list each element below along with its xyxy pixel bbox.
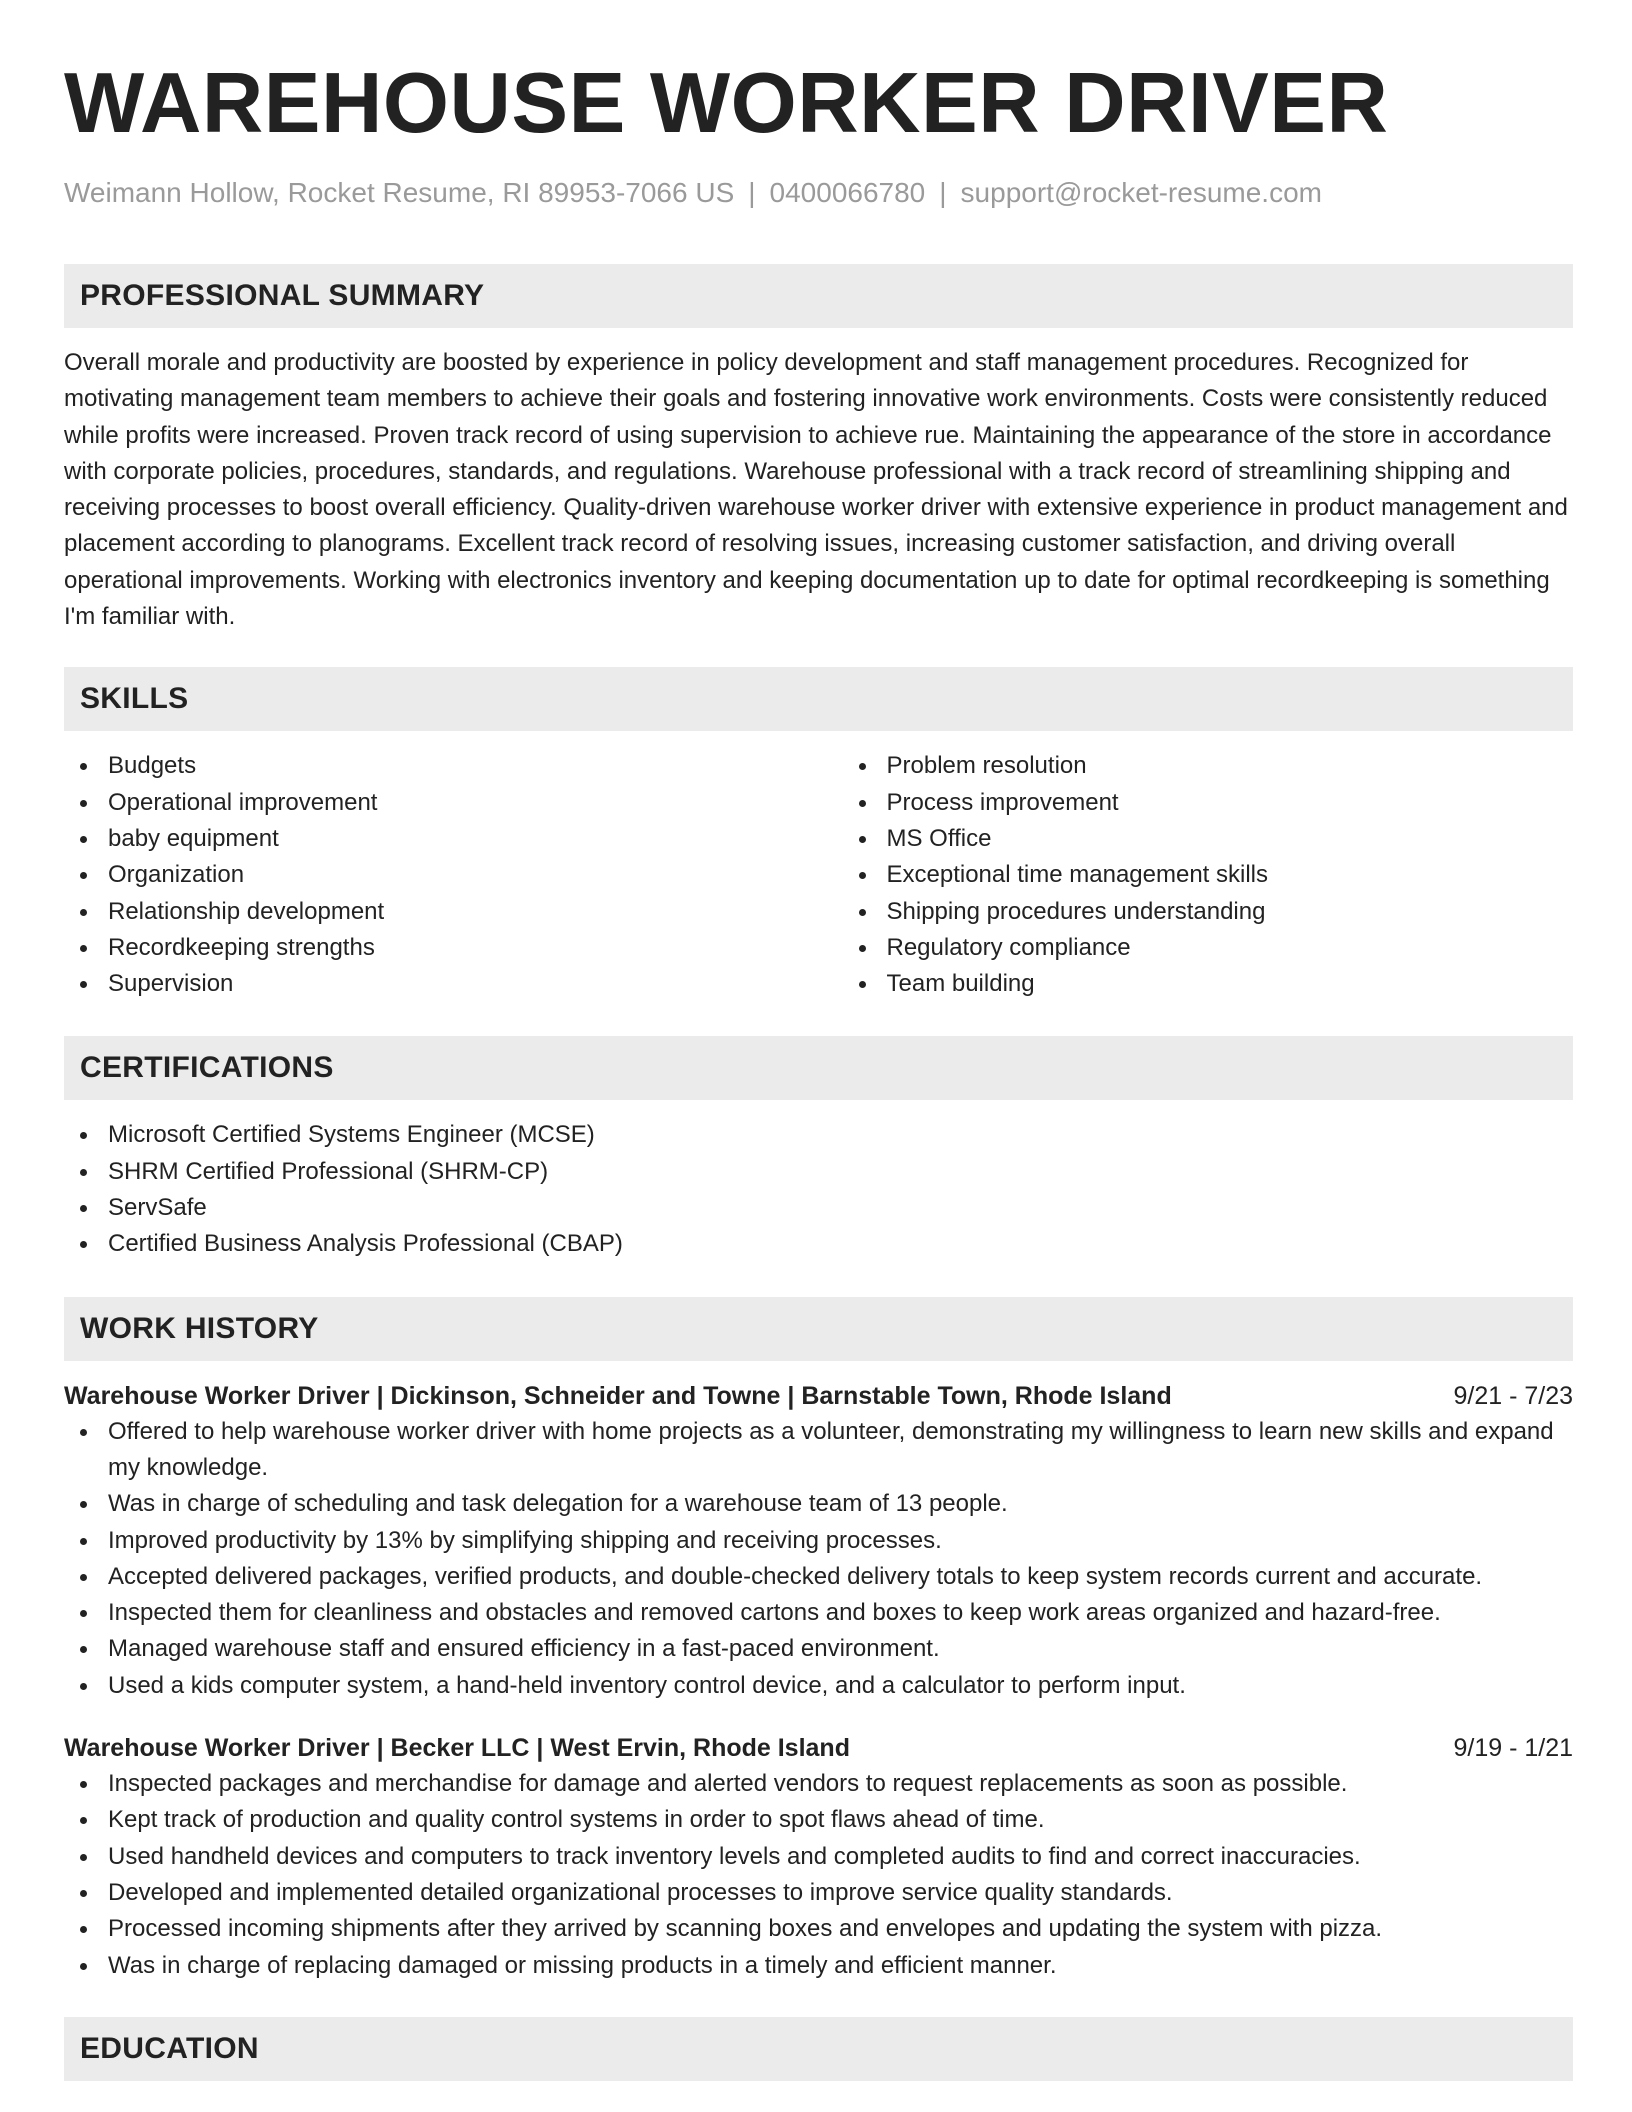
- job-bullets: [64, 1414, 1573, 1704]
- job-entry: [64, 1378, 1573, 1704]
- section-header-skills: SKILLS: [64, 667, 1573, 731]
- job-bullet: Accepted delivered packages, verified products, and double-checked delivery totals to keep system records current and accurate.: [64, 1559, 1573, 1595]
- skill-item: Shipping procedures understanding: [843, 894, 1574, 930]
- skill-item: Relationship development: [64, 894, 819, 930]
- job-bullet: Managed warehouse staff and ensured efficiency in a fast-paced environment.: [64, 1631, 1573, 1667]
- candidate-name: WAREHOUSE WORKER DRIVER: [64, 56, 1389, 151]
- skills-column-right: [819, 748, 1574, 1002]
- contact-separator: |: [748, 177, 756, 208]
- job-bullet: Was in charge of replacing damaged or missing products in a timely and efficient manner.: [64, 1948, 1573, 1984]
- skill-item: Problem resolution: [843, 748, 1574, 784]
- contact-address: Weimann Hollow, Rocket Resume, RI 89953-7066 US: [64, 177, 735, 208]
- job-bullets: [64, 1766, 1573, 1984]
- job-entry: [64, 1730, 1573, 1984]
- skill-item: Process improvement: [843, 785, 1574, 821]
- skill-item: baby equipment: [64, 821, 819, 857]
- job-title-line: Warehouse Worker Driver | Becker LLC | West Ervin, Rhode Island: [64, 1734, 850, 1763]
- skill-item: Supervision: [64, 966, 819, 1002]
- certification-item: ServSafe: [64, 1190, 1573, 1226]
- job-bullet: Inspected them for cleanliness and obstacles and removed cartons and boxes to keep work areas organized and hazard-free.: [64, 1595, 1573, 1631]
- contact-phone: 0400066780: [769, 177, 926, 208]
- job-bullet: Offered to help warehouse worker driver with home projects as a volunteer, demonstrating my willingness to learn new skills and expand my knowledge.: [64, 1414, 1573, 1487]
- job-dates: 9/19 - 1/21: [1453, 1734, 1573, 1763]
- job-bullet: Improved productivity by 13% by simplifying shipping and receiving processes.: [64, 1523, 1573, 1559]
- job-bullet: Developed and implemented detailed organizational processes to improve service quality standards.: [64, 1875, 1573, 1911]
- section-header-summary: PROFESSIONAL SUMMARY: [64, 264, 1573, 328]
- skill-item: Budgets: [64, 748, 819, 784]
- job-bullet: Kept track of production and quality control systems in order to spot flaws ahead of time.: [64, 1802, 1573, 1838]
- job-title-line: Warehouse Worker Driver | Dickinson, Schneider and Towne | Barnstable Town, Rhode Island: [64, 1381, 1172, 1410]
- skill-item: Recordkeeping strengths: [64, 930, 819, 966]
- section-header-work-history: WORK HISTORY: [64, 1297, 1573, 1361]
- skill-item: Regulatory compliance: [843, 930, 1574, 966]
- skill-item: Operational improvement: [64, 785, 819, 821]
- certification-item: Certified Business Analysis Professional (CBAP): [64, 1226, 1573, 1262]
- skill-item: Exceptional time management skills: [843, 857, 1574, 893]
- contact-separator: |: [939, 177, 947, 208]
- skill-item: MS Office: [843, 821, 1574, 857]
- section-header-education: EDUCATION: [64, 2017, 1573, 2081]
- job-header: [64, 1730, 1573, 1766]
- contact-line: [64, 176, 1573, 210]
- skills-column-left: [64, 748, 819, 1002]
- skill-item: Organization: [64, 857, 819, 893]
- section-header-certifications: CERTIFICATIONS: [64, 1036, 1573, 1100]
- summary-text: Overall morale and productivity are boosted by experience in policy development and staff management procedures. Recognized for motivating management team members to achieve their goals and fostering innovative work environments. Costs were consistently reduced while profits were increased. Proven track record of using supervision to achieve rue. Maintaining the appearance of the store in accordance with corporate policies, procedures, standards, and regulations. Warehouse professional with a track record of streamlining shipping and receiving processes to boost overall efficiency. Quality-driven warehouse worker driver with extensive experience in product management and placement according to planograms. Excellent track record of resolving issues, increasing customer satisfaction, and driving overall operational improvements. Working with electronics inventory and keeping documentation up to date for optimal recordkeeping is something I'm familiar with.: [64, 349, 1568, 631]
- certification-item: SHRM Certified Professional (SHRM-CP): [64, 1154, 1573, 1190]
- job-bullet: Used handheld devices and computers to track inventory levels and completed audits to find and correct inaccuracies.: [64, 1839, 1573, 1875]
- job-bullet: Processed incoming shipments after they arrived by scanning boxes and envelopes and updating the system with pizza.: [64, 1911, 1573, 1947]
- job-bullet: Inspected packages and merchandise for damage and alerted vendors to request replacements as soon as possible.: [64, 1766, 1573, 1802]
- job-bullet: Used a kids computer system, a hand-held inventory control device, and a calculator to perform input.: [64, 1668, 1573, 1704]
- certifications-list: [64, 1117, 1573, 1262]
- job-header: [64, 1378, 1573, 1414]
- job-bullet: Was in charge of scheduling and task delegation for a warehouse team of 13 people.: [64, 1486, 1573, 1522]
- skills-grid: [64, 748, 1573, 1002]
- contact-email: support@rocket-resume.com: [960, 177, 1322, 208]
- skill-item: Team building: [843, 966, 1574, 1002]
- certification-item: Microsoft Certified Systems Engineer (MCSE): [64, 1117, 1573, 1153]
- job-dates: 9/21 - 7/23: [1453, 1381, 1573, 1410]
